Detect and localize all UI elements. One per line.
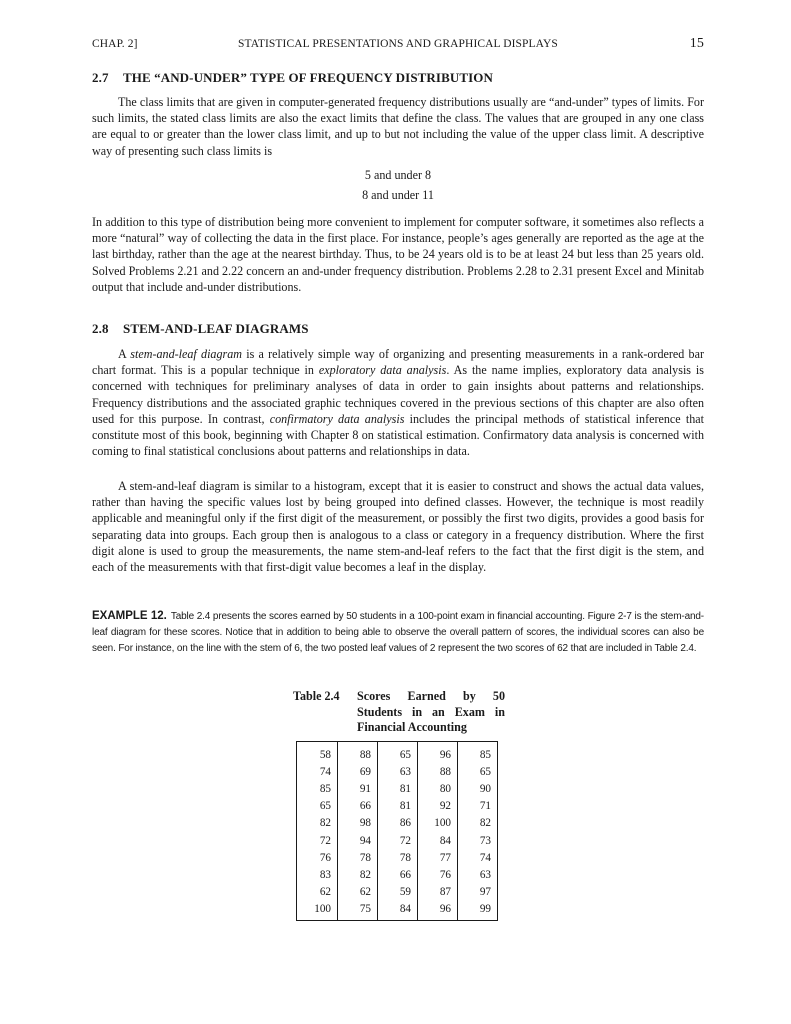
- table-cell: 98: [359, 817, 371, 830]
- table-cell: 96: [439, 902, 451, 915]
- table-column: [377, 742, 417, 920]
- table-cell: 94: [359, 834, 371, 847]
- chapter-label: CHAP. 2]: [92, 38, 138, 50]
- example-text: Table 2.4 presents the scores earned by 50 students in a 100-point exam in financial accounting. Figure 2-7 is the stem-and-leaf diagram for these scores. Notice that in addition to being able to observe the overall pattern of scores, the individual scores can also be seen. For instance, on the line with the stem of 6, the two posted leaf values of 2 represent the two scores of 62 that are included in Table 2.4.: [92, 611, 704, 655]
- table-cell: 82: [319, 817, 331, 830]
- table-cell: 66: [359, 800, 371, 813]
- table-cell: 76: [319, 851, 331, 864]
- paragraph: [92, 346, 704, 459]
- table-cell: 77: [439, 851, 451, 864]
- paragraph-text: The class limits that are given in computer-generated frequency distributions usually are “and-under” types of limits. For such limits, the stated class limits are also the exact limits that define the class. The values that are grouped in any one class are equal to or greater than the lower class limit, and up to but not including the value of the upper class limit. A descriptive way of presenting such class limits is: [92, 95, 704, 158]
- table-cell: 63: [479, 868, 491, 881]
- term-stem-and-leaf-diagram: stem-and-leaf diagram: [130, 347, 243, 361]
- table-cell: 73: [479, 834, 491, 847]
- table-column: [297, 742, 337, 920]
- table-title: Scores Earned by 50 Students in an Exam in Financial Accounting: [357, 689, 505, 734]
- paragraph-text: In addition to this type of distribution being more convenient to implement for computer software, it sometimes also reflects a more “natural” way of collecting the data in the first place. For instance, people’s ages generally are reported as the age at the last birthday, rather than the age at the nearest birthday. Thus, to be 24 years old is to be at least 24 but less than 25 years old. Solved Problems 2.21 and 2.22 concern an and-under frequency distribution. Problems 2.28 to 2.31 present Excel and Minitab output that include and-under distributions.: [92, 215, 704, 294]
- section-heading-2-7: [92, 70, 493, 86]
- term-exploratory-data-analysis: exploratory data analysis: [318, 363, 447, 378]
- table-cell: 74: [319, 766, 331, 779]
- table-cell: 58: [319, 749, 331, 761]
- table-cell: 82: [359, 868, 371, 881]
- table-cell: 71: [479, 800, 491, 813]
- table-cell: 90: [479, 783, 491, 796]
- table-cell: 78: [399, 851, 411, 864]
- table-cell: 69: [359, 766, 371, 779]
- section-number: 2.7: [92, 70, 109, 85]
- table-cell: 82: [479, 817, 491, 830]
- table-cell: 96: [439, 749, 451, 761]
- class-limit-example: 5 and under 8: [364, 168, 432, 182]
- table-cell: 78: [359, 851, 371, 864]
- table-cell: 81: [399, 800, 411, 813]
- table-cell: 83: [319, 868, 331, 881]
- table-cell: 87: [439, 885, 451, 898]
- table-cell: 75: [359, 902, 371, 915]
- table-cell: 97: [479, 885, 491, 898]
- table-column: [417, 742, 457, 920]
- section-title: STEM-AND-LEAF DIAGRAMS: [123, 321, 309, 336]
- example-12: [92, 608, 704, 658]
- text-run: A: [118, 347, 131, 361]
- table-cell: 66: [399, 868, 411, 881]
- table-cell: 85: [479, 749, 491, 761]
- section-heading-2-8: [92, 321, 309, 337]
- table-cell: 99: [479, 902, 491, 915]
- table-cell: 84: [399, 902, 411, 915]
- table-cell: 59: [399, 885, 411, 898]
- table-cell: 76: [439, 868, 451, 881]
- table-column: [337, 742, 377, 920]
- table-cell: 81: [399, 783, 411, 796]
- paragraph: [92, 478, 704, 575]
- running-head: [92, 38, 704, 56]
- text-run: is a relatively simple way of organizing and presenting measurements in a rank-ordered bar chart format. This is a popular technique in: [92, 347, 704, 378]
- section-number: 2.8: [92, 321, 109, 336]
- table-cell: 65: [399, 749, 411, 761]
- class-limit-example: 8 and under 11: [362, 188, 434, 202]
- table-cell: 63: [399, 766, 411, 779]
- example-label: EXAMPLE 12.: [92, 610, 167, 622]
- section-title: THE “AND-UNDER” TYPE OF FREQUENCY DISTRIBUTION: [123, 70, 493, 85]
- table-cell: 72: [399, 834, 411, 847]
- table-cell: 100: [314, 902, 331, 915]
- paragraph: [92, 94, 704, 159]
- table-cell: 85: [319, 783, 331, 796]
- paragraph-text: A stem-and-leaf diagram is similar to a histogram, except that it is easier to construct and shows the actual data values, rather than having the specific values lost by being grouped into defined classes. However, the technique is most readily applicable and meaningful only if the first digit of the measurement, or possibly the first two digits, provides a good basis for separating data into groups. Each group then is analogous to a class or category in a frequency distribution. Where the first digit alone is used to group the measurements, the name stem-and-leaf refers to the fact that the first digit is the stem, and each of the measurements with that first-digit value becomes a leaf in the display.: [92, 479, 704, 575]
- table-cell: 92: [439, 800, 451, 813]
- table-cell: 80: [439, 783, 451, 796]
- table-cell: 88: [439, 766, 451, 779]
- table-cell: 72: [319, 834, 331, 847]
- page-number: 15: [689, 36, 704, 51]
- table-label: Table 2.4: [293, 689, 340, 703]
- table-cell: 88: [359, 749, 371, 761]
- table-cell: 86: [399, 817, 411, 830]
- table-cell: 65: [319, 800, 331, 813]
- table-column: [457, 742, 497, 920]
- table-cell: 74: [479, 851, 491, 864]
- scores-table: [296, 741, 498, 921]
- table-cell: 100: [434, 817, 451, 830]
- term-confirmatory-data-analysis: confirmatory data analysis: [269, 411, 405, 426]
- table-cell: 65: [479, 766, 491, 779]
- table-cell: 84: [439, 834, 451, 847]
- text-run: includes the principal methods of statistical inference that constitute most of this book, beginning with Chapter 8 on statistical estimation. Confirmatory data analysis is concerned with coming to final statistical conclusions about patterns and relationships in data.: [92, 411, 705, 459]
- paragraph: [92, 214, 704, 295]
- table-cell: 91: [359, 783, 371, 796]
- running-title: STATISTICAL PRESENTATIONS AND GRAPHICAL DISPLAYS: [238, 38, 558, 50]
- table-cell: 62: [319, 885, 331, 898]
- text-run: . As the name implies, exploratory data analysis is concerned with techniques for preliminary analyses of data in order to gain insights about patterns and relationships. Frequency distributions and the associated graphic techniques covered in the previous sections of this chapter are also often used for this purpose. In contrast,: [92, 363, 704, 426]
- table-cell: 62: [359, 885, 371, 898]
